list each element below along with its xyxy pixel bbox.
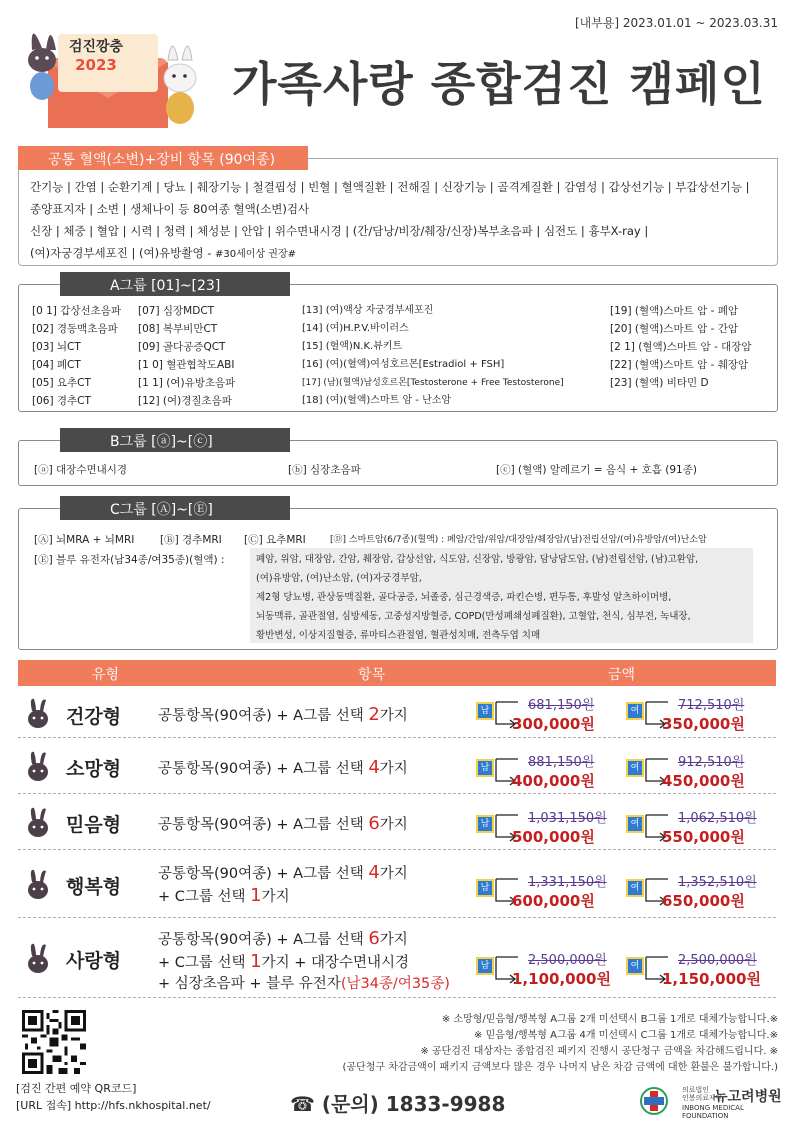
page-title: 가족사랑 종합검진 캠페인 [232, 57, 766, 111]
group-a-item: [19] (혈액)스마트 암 - 폐암 [610, 305, 739, 317]
group-a-item: [03] 뇌CT [32, 341, 81, 353]
group-a-item: [14] (여)H.P.V.바이러스 [302, 323, 409, 334]
gender-badge: 남 [478, 761, 492, 775]
group-a-item: [18] (여)(혈액)스마트 암 - 난소암 [302, 395, 452, 406]
gender-badge: 여 [628, 959, 642, 973]
footer-note: ※ 소망형/믿음형/행복형 A그룹 2개 미선택시 B그룹 1개로 대체가능합니다.※ [441, 1014, 778, 1025]
discount-price: 500,000원 [512, 828, 595, 846]
male-price [478, 809, 614, 849]
discount-price: 300,000원 [512, 715, 595, 733]
rabbit-icon [24, 806, 52, 840]
item-text: + C그룹 선택 [158, 955, 251, 971]
group-b-item: [ⓒ] (혈액) 알레르기 = 음식 + 호흡 (91종) [496, 464, 697, 476]
package-name: 소망형 [66, 758, 122, 780]
contact-phone[interactable]: ☎ (문의) 1833-9988 [290, 1092, 506, 1116]
group-a-item: [17] (남)(혈액)남성호르몬[Testosterone + Free Testosterone] [302, 378, 564, 388]
original-price: 912,510원 [678, 755, 745, 770]
original-price: 1,331,150원 [528, 875, 607, 890]
header [0, 0, 794, 150]
rabbit-icon [24, 868, 52, 902]
qr-label-title: [검진 간편 예약 QR코드] [16, 1082, 137, 1095]
item-text: 가지 + 대장수면내시경 [261, 955, 410, 971]
original-price: 712,510원 [678, 698, 745, 713]
item-count: 2 [368, 704, 380, 725]
item-count: 4 [368, 757, 380, 778]
item-text: 가지 [379, 866, 408, 882]
group-a-item: [13] (여)액상 자궁경부세포진 [302, 305, 434, 316]
package-item-line [158, 928, 450, 951]
col-items: 항목 [358, 667, 386, 683]
price-row [18, 852, 776, 918]
discount-price: 1,150,000원 [662, 970, 761, 988]
blue-gene-line: 뇌동맥류, 골관절염, 심방세동, 고중성지방혈증, COPD(만성폐쇄성폐질환), 고혈압, 천식, 심부전, 녹내장, [256, 611, 691, 622]
hospital-name: 뉴고려병원 [714, 1089, 782, 1105]
group-c-item-e-label: [Ⓔ] 블루 유전자(남34종/여35종)(혈액) : [34, 554, 225, 566]
group-c-item-b: [Ⓑ] 경추MRI [160, 534, 222, 546]
footer-note: (공단청구 차감금액이 패키지 금액보다 많은 경우 나머지 남은 차감 금액에 대한 환불은 불가합니다.) [342, 1062, 778, 1073]
group-a-item: [02] 경동맥초음파 [32, 323, 118, 335]
group-c-heading: C그룹 [Ⓐ]~[Ⓔ] [60, 496, 290, 520]
gender-badge: 남 [478, 704, 492, 718]
discount-price: 350,000원 [662, 715, 745, 733]
item-text: 가지 [379, 708, 408, 724]
blue-gene-line: 제2형 당뇨병, 관상동맥질환, 골다공증, 뇌졸중, 심근경색증, 파킨슨병, 편두통, 후발성 알츠하이머병, [256, 592, 672, 603]
original-price: 2,500,000원 [528, 953, 607, 968]
badge-title: 검진깡충 [68, 39, 124, 55]
group-a-item: [12] (여)경질초음파 [138, 395, 232, 407]
group-a-col2 [138, 302, 235, 410]
item-text: 가지 [261, 889, 290, 905]
package-name: 건강형 [66, 706, 122, 728]
item-text: + 심장초음파 + 블루 유전자 [158, 976, 341, 992]
group-b-item: [ⓐ] 대장수면내시경 [34, 464, 128, 476]
hospital-foundation-line: 인봉의료재단 [682, 1094, 723, 1102]
female-price [628, 809, 764, 849]
footer-note: ※ 믿음형/행복형 A그룹 4개 미선택시 C그룹 1개로 대체가능합니다.※ [474, 1030, 778, 1041]
package-item-line [158, 813, 408, 836]
group-a-col3 [302, 302, 564, 410]
rabbit-icon [24, 750, 52, 784]
footer-notes [342, 1012, 778, 1076]
group-c-item-d: [Ⓓ] 스마트암(6/7종)(혈액) : 폐암/간암/위암/대장암/췌장암/(남)전립선암/(여)유방암/(여)난소암 [330, 535, 707, 545]
rabbit-envelope-illustration [18, 10, 208, 140]
original-price: 881,150원 [528, 755, 595, 770]
group-a-item: [06] 경추CT [32, 395, 91, 407]
discount-price: 650,000원 [662, 892, 745, 910]
package-item-line [158, 704, 408, 727]
item-text: 공통항목(90여종) + A그룹 선택 [158, 761, 369, 777]
price-row [18, 920, 776, 998]
item-text: 공통항목(90여종) + A그룹 선택 [158, 866, 369, 882]
price-row [18, 740, 776, 794]
group-a-col1 [32, 302, 121, 410]
blue-gene-list [250, 548, 753, 643]
item-highlight: (남34종/여35종) [340, 976, 450, 992]
package-items [158, 757, 408, 780]
package-name: 행복형 [66, 876, 122, 898]
package-item-line [158, 757, 408, 780]
package-item-line [158, 951, 450, 974]
group-c-item-a: [Ⓐ] 뇌MRA + 뇌MRI [34, 534, 135, 546]
discount-price: 1,100,000원 [512, 970, 611, 988]
common-line [30, 242, 770, 266]
common-items-text [30, 176, 770, 266]
item-count: 4 [368, 862, 380, 883]
package-name: 사랑형 [66, 950, 122, 972]
group-a-item: [0 1] 갑상선초음파 [32, 305, 122, 317]
female-price [628, 873, 764, 913]
discount-price: 450,000원 [662, 772, 745, 790]
item-text: + C그룹 선택 [158, 889, 251, 905]
gender-badge: 여 [628, 761, 642, 775]
group-a-item: [15] (혈액)N.K.뷰키트 [302, 341, 403, 352]
gender-badge: 여 [628, 881, 642, 895]
gender-badge: 남 [478, 817, 492, 831]
group-a-item: [04] 폐CT [32, 359, 81, 371]
price-row [18, 690, 776, 738]
item-text: 공통항목(90여종) + A그룹 선택 [158, 817, 369, 833]
badge-year: 2023 [75, 56, 117, 74]
group-a-item: [1 1] (여)유방초음파 [138, 377, 236, 389]
rabbit-icon [24, 942, 52, 976]
blue-gene-line: (여)유방암, (여)난소암, (여)자궁경부암, [256, 573, 422, 584]
package-name: 믿음형 [66, 814, 122, 836]
blue-gene-line: 폐암, 위암, 대장암, 간암, 췌장암, 갑상선암, 식도암, 신장암, 방광암, 담낭담도암, (남)전립선암, (남)고환암, [256, 554, 699, 565]
rabbit-icon [24, 697, 52, 731]
blue-gene-line: 황반변성, 이상지질혈증, 류마티스관절염, 혈관성치매, 전측두엽 치매 [256, 630, 541, 641]
gender-badge: 여 [628, 704, 642, 718]
item-count: 1 [250, 951, 262, 972]
item-text: 가지 [379, 932, 408, 948]
qr-label [16, 1080, 211, 1114]
common-line-text: (여)자궁경부세포진 | (여)유방촬영 - [30, 246, 216, 260]
campaign-period: [내부용] 2023.01.01 ~ 2023.03.31 [574, 16, 778, 30]
male-price [478, 951, 614, 991]
campaign-badge [48, 36, 144, 74]
package-items [158, 862, 408, 908]
original-price: 681,150원 [528, 698, 595, 713]
item-text: 공통항목(90여종) + A그룹 선택 [158, 708, 369, 724]
item-text: 가지 [379, 817, 408, 833]
qr-code-icon [22, 1010, 86, 1074]
group-c-item-c: [Ⓒ] 요추MRI [244, 534, 306, 546]
price-table-header [18, 660, 776, 686]
group-a-item: [16] (여)(혈액)여성호르몬[Estradiol + FSH] [302, 359, 505, 370]
item-text: 공통항목(90여종) + A그룹 선택 [158, 932, 369, 948]
group-a-item: [07] 심장MDCT [138, 305, 215, 317]
original-price: 1,062,510원 [678, 811, 757, 826]
group-b-item: [ⓑ] 심장초음파 [288, 464, 361, 476]
male-price [478, 873, 614, 913]
female-price [628, 951, 764, 991]
discount-price: 600,000원 [512, 892, 595, 910]
female-price [628, 696, 764, 736]
female-price [628, 753, 764, 793]
common-items-heading: 공통 혈액(소변)+장비 항목 (90여종) [18, 146, 308, 170]
col-type: 유형 [92, 667, 120, 683]
common-line: 신장 | 체중 | 혈압 | 시력 | 청력 | 체성분 | 안압 | 위수면내시경 | (간/담낭/비장/췌장/신장)복부초음파 | 심전도 | 흉부X-ray | [30, 224, 649, 238]
item-count: 6 [368, 813, 380, 834]
common-line-note: #30세이상 권장# [215, 249, 296, 260]
group-a-col4 [610, 302, 752, 392]
male-price [478, 696, 614, 736]
group-a-item: [22] (혈액)스마트 암 - 췌장암 [610, 359, 749, 371]
group-a-item: [09] 골다공증QCT [138, 341, 226, 353]
group-a-item: [20] (혈액)스마트 암 - 간암 [610, 323, 739, 335]
gender-badge: 여 [628, 817, 642, 831]
male-price [478, 753, 614, 793]
col-price: 금액 [608, 667, 636, 683]
package-item-line [158, 885, 408, 908]
common-line: 간기능 | 간염 | 순환기계 | 당뇨 | 췌장기능 | 철결핍성 | 빈혈 | 혈액질환 | 전해질 | 신장기능 | 골격계질환 | 감염성 | 갑상선기능 | 부갑상선기능 | [30, 180, 750, 194]
hospital-en-name: INBONG MEDICAL FOUNDATION [682, 1104, 744, 1120]
item-count: 1 [250, 885, 262, 906]
qr-label-url[interactable]: [URL 접속] http://hfs.nkhospital.net/ [16, 1099, 211, 1112]
discount-price: 400,000원 [512, 772, 595, 790]
original-price: 1,352,510원 [678, 875, 757, 890]
group-a-item: [08] 복부비만CT [138, 323, 218, 335]
price-row [18, 796, 776, 850]
original-price: 1,031,150원 [528, 811, 607, 826]
package-item-line [158, 974, 450, 995]
hospital-logo [632, 1086, 782, 1120]
common-line: 종양표지자 | 소변 | 생체나이 등 80여종 혈액(소변)검사 [30, 202, 310, 216]
package-items [158, 704, 408, 727]
footer-note: ※ 공단검진 대상자는 종합검진 패키지 진행시 공단청구 금액을 차감해드립니다. ※ [420, 1046, 778, 1057]
gender-badge: 남 [478, 959, 492, 973]
group-a-item: [23] (혈액) 비타민 D [610, 377, 709, 389]
group-a-item: [05] 요추CT [32, 377, 91, 389]
hospital-foundation-line: 의료법인 [682, 1086, 710, 1094]
hospital-cross-icon [636, 1086, 672, 1116]
package-items [158, 928, 450, 995]
package-items [158, 813, 408, 836]
group-a-heading: A그룹 [01]~[23] [60, 272, 290, 296]
original-price: 2,500,000원 [678, 953, 757, 968]
gender-badge: 남 [478, 881, 492, 895]
item-text: 가지 [379, 761, 408, 777]
package-item-line [158, 862, 408, 885]
discount-price: 550,000원 [662, 828, 745, 846]
group-a-item: [2 1] (혈액)스마트 암 - 대장암 [610, 341, 752, 353]
group-b-heading: B그룹 [ⓐ]~[ⓒ] [60, 428, 290, 452]
item-count: 6 [368, 928, 380, 949]
group-a-item: [1 0] 혈관협착도ABI [138, 359, 235, 371]
